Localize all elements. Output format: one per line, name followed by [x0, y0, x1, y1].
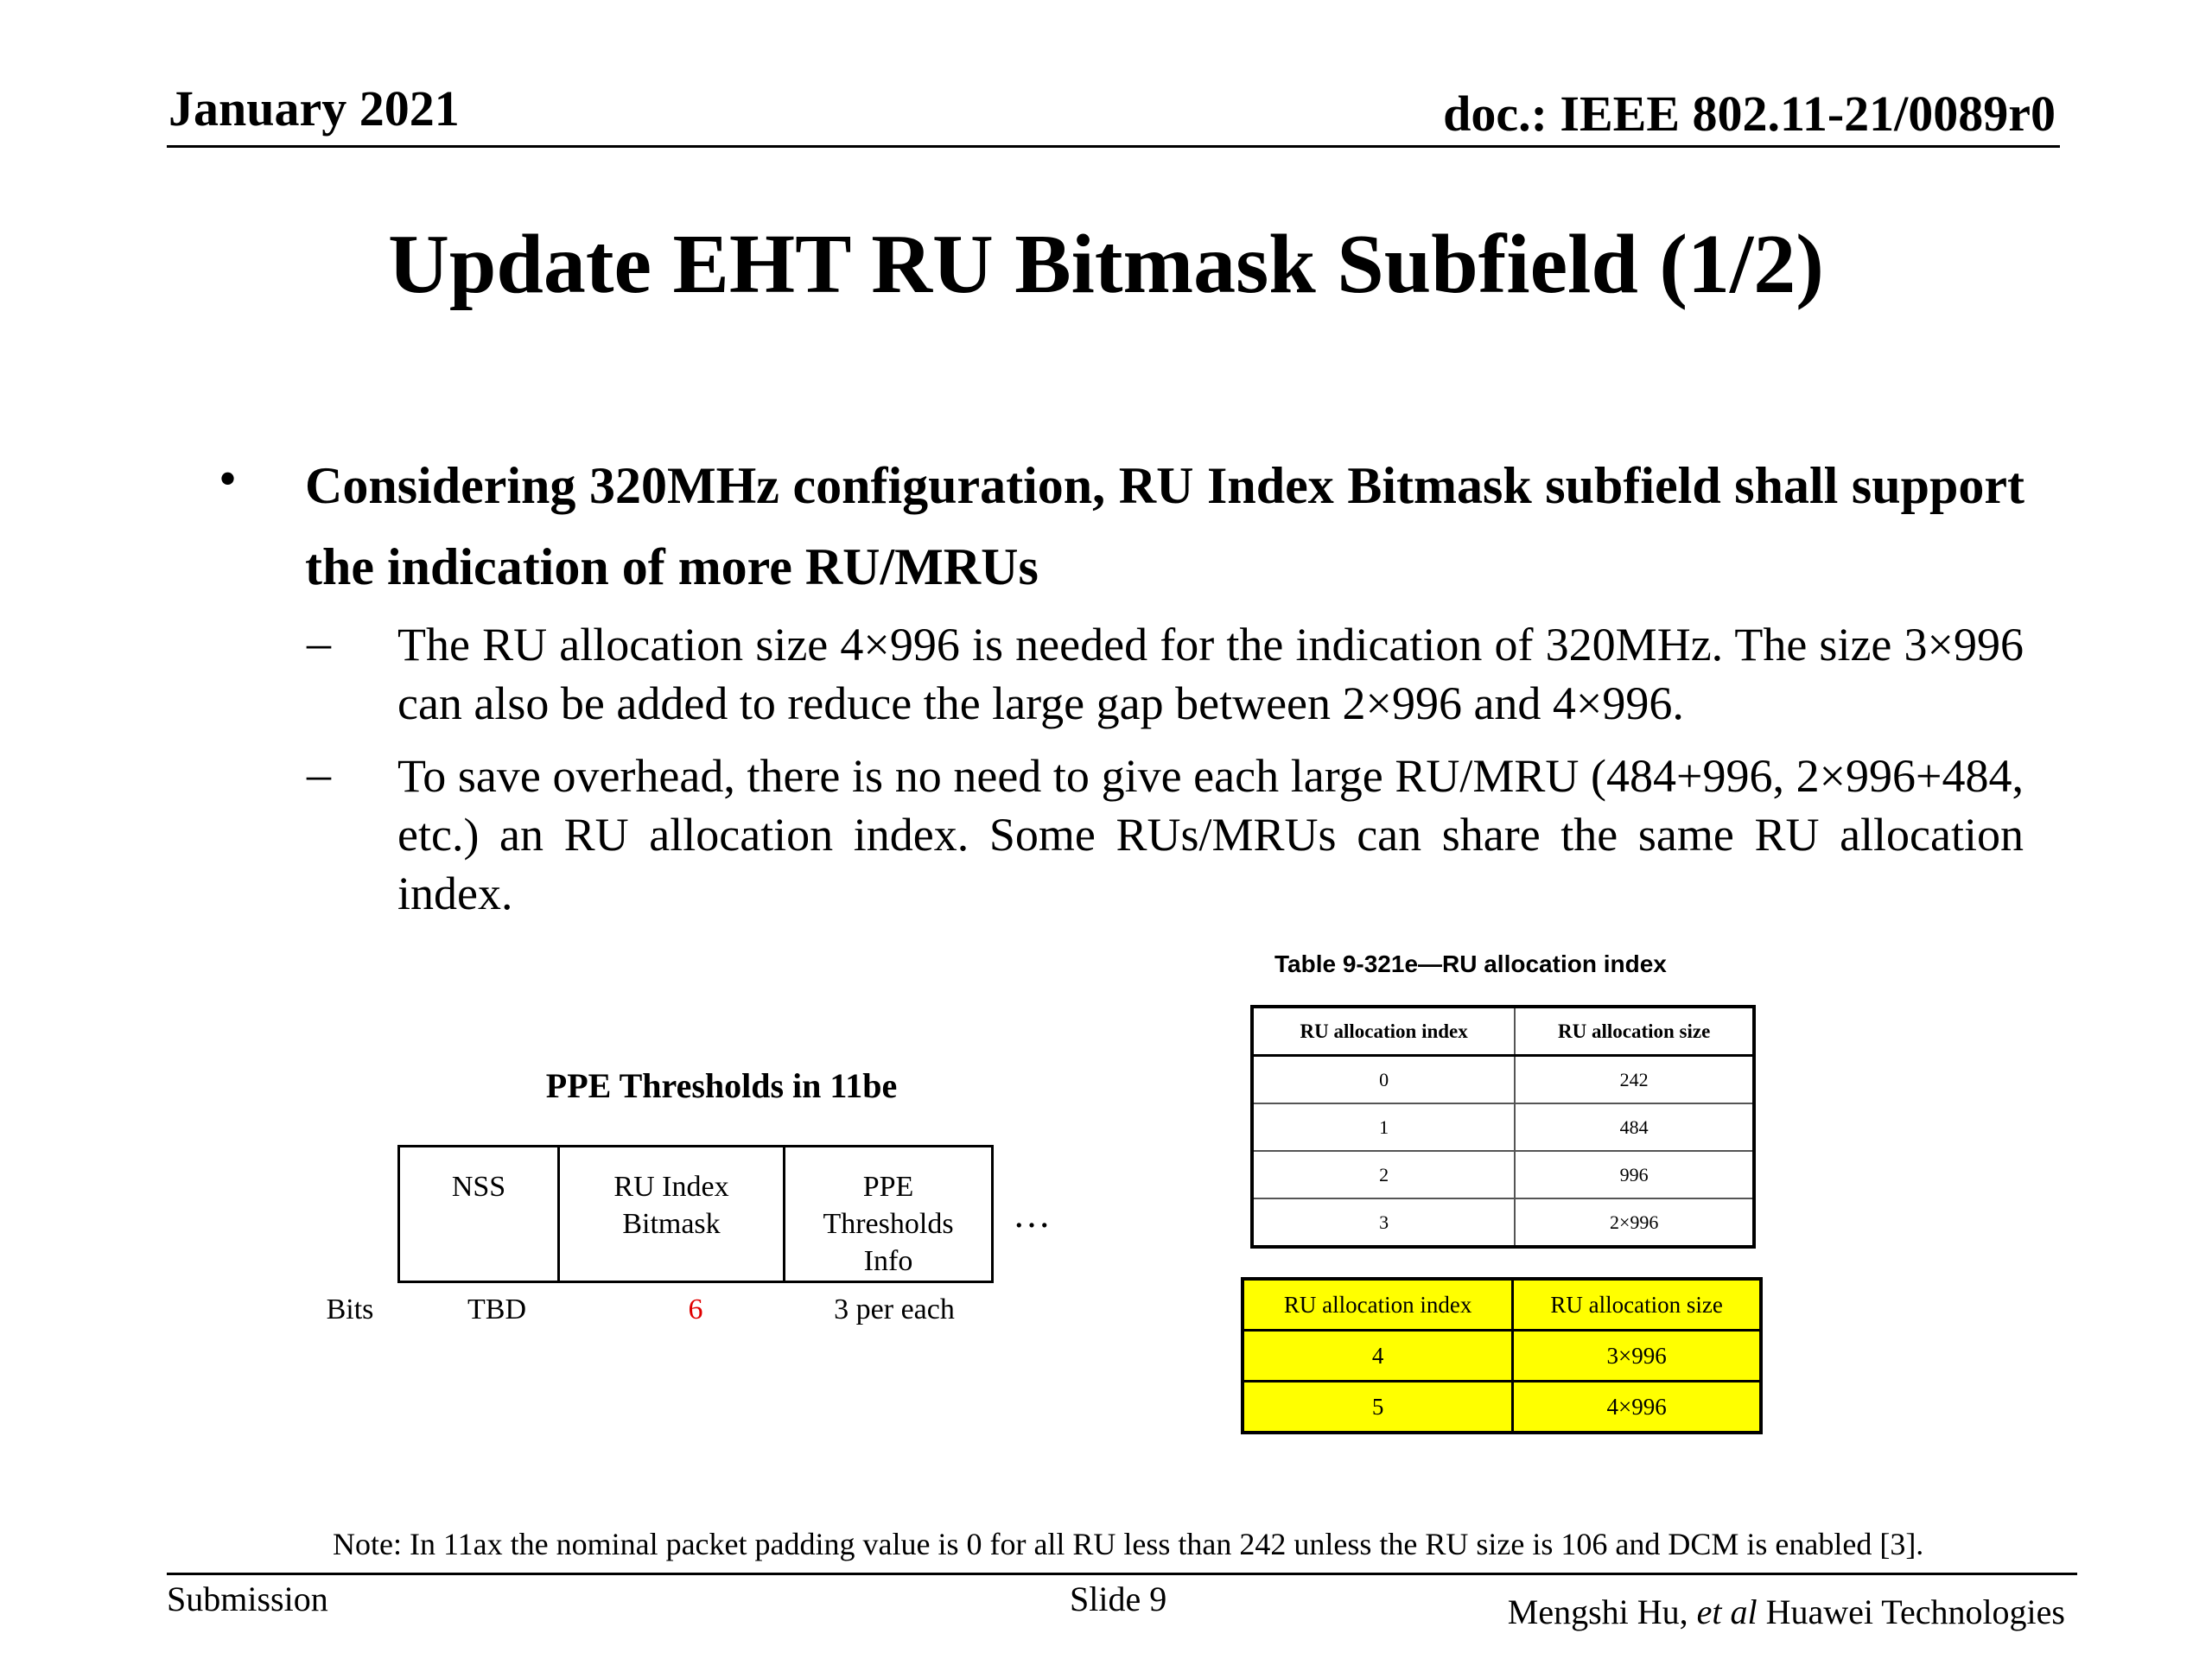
ppe-col-ru-index-bitmask: RU Index Bitmask — [560, 1147, 785, 1281]
author-name: Mengshi Hu, — [1507, 1592, 1688, 1631]
ru-allocation-table — [1250, 1005, 1756, 1249]
header-doc-id: doc.: IEEE 802.11-21/0089r0 — [1443, 86, 2056, 142]
bits-ppe-thresholds-info: 3 per each — [834, 1294, 955, 1325]
author-org: Huawei Technologies — [1765, 1592, 2065, 1631]
table-cell: 484 — [1515, 1103, 1754, 1151]
dash-marker: – — [307, 616, 331, 670]
table-cell: 1 — [1252, 1103, 1515, 1151]
sub-point-1: The RU allocation size 4×996 is needed for the indication of 320MHz. The size 3×996 can also be added to reduce the large gap between 2×996 and 4×996. — [397, 619, 2024, 729]
footer-rule — [167, 1573, 2077, 1575]
table-row — [1252, 1151, 1754, 1198]
table-header-row — [1252, 1007, 1754, 1056]
footer-author — [1508, 1592, 2065, 1632]
table-cell: 2 — [1252, 1151, 1515, 1198]
table-cell: 5 — [1243, 1382, 1513, 1433]
bits-nss: TBD — [467, 1294, 526, 1325]
table-row — [1252, 1103, 1754, 1151]
header-date: January 2021 — [168, 80, 460, 137]
table-cell: 2×996 — [1515, 1198, 1754, 1247]
header-cell: RU allocation size — [1515, 1007, 1754, 1056]
table-cell: 996 — [1515, 1151, 1754, 1198]
header-rule — [167, 145, 2060, 148]
ru-table-caption: Table 9-321e—RU allocation index — [1274, 950, 1667, 977]
new-ru-allocation-table — [1241, 1277, 1763, 1434]
ppe-col-nss: NSS — [400, 1147, 560, 1281]
table-cell: 4 — [1243, 1331, 1513, 1382]
table-cell: 4×996 — [1513, 1382, 1761, 1433]
table-row — [1252, 1056, 1754, 1104]
dash-marker: – — [307, 747, 331, 801]
main-bullet: Considering 320MHz configuration, RU Index Bitmask subfield shall support the indication of more RU/MRUs — [305, 457, 2024, 595]
sub-point-2: To save overhead, there is no need to give each large RU/MRU (484+996, 2×996+484, etc.) an RU allocation index. Some RUs/MRUs can share the same RU allocation index. — [397, 750, 2024, 919]
table-cell: 0 — [1252, 1056, 1515, 1104]
ppe-table-title: PPE Thresholds in 11be — [545, 1066, 898, 1105]
slide-title: Update EHT RU Bitmask Subfield (1/2) — [388, 218, 1824, 311]
footer-slide-number: Slide 9 — [1070, 1580, 1167, 1618]
table-row — [1252, 1198, 1754, 1247]
bits-ru-index-bitmask: 6 — [688, 1294, 703, 1325]
table-cell: 3×996 — [1513, 1331, 1761, 1382]
ppe-ellipsis: … — [1013, 1193, 1054, 1236]
ppe-table — [397, 1145, 994, 1283]
header-cell: RU allocation index — [1243, 1279, 1513, 1331]
header-cell: RU allocation index — [1252, 1007, 1515, 1056]
header-cell: RU allocation size — [1513, 1279, 1761, 1331]
bullet-marker: • — [219, 450, 238, 507]
footnote: Note: In 11ax the nominal packet padding value is 0 for all RU less than 242 unless the RU size is 106 and DCM is enabled [3]. — [333, 1527, 1924, 1561]
table-cell: 242 — [1515, 1056, 1754, 1104]
bits-label: Bits — [326, 1294, 374, 1325]
author-etal: et al — [1696, 1592, 1758, 1631]
footer-submission: Submission — [167, 1580, 328, 1618]
table-header-row — [1243, 1279, 1761, 1331]
table-cell: 3 — [1252, 1198, 1515, 1247]
ppe-col-ppe-thresholds-info: PPE Thresholds Info — [823, 1171, 954, 1277]
table-row — [1243, 1382, 1761, 1433]
table-row — [1243, 1331, 1761, 1382]
